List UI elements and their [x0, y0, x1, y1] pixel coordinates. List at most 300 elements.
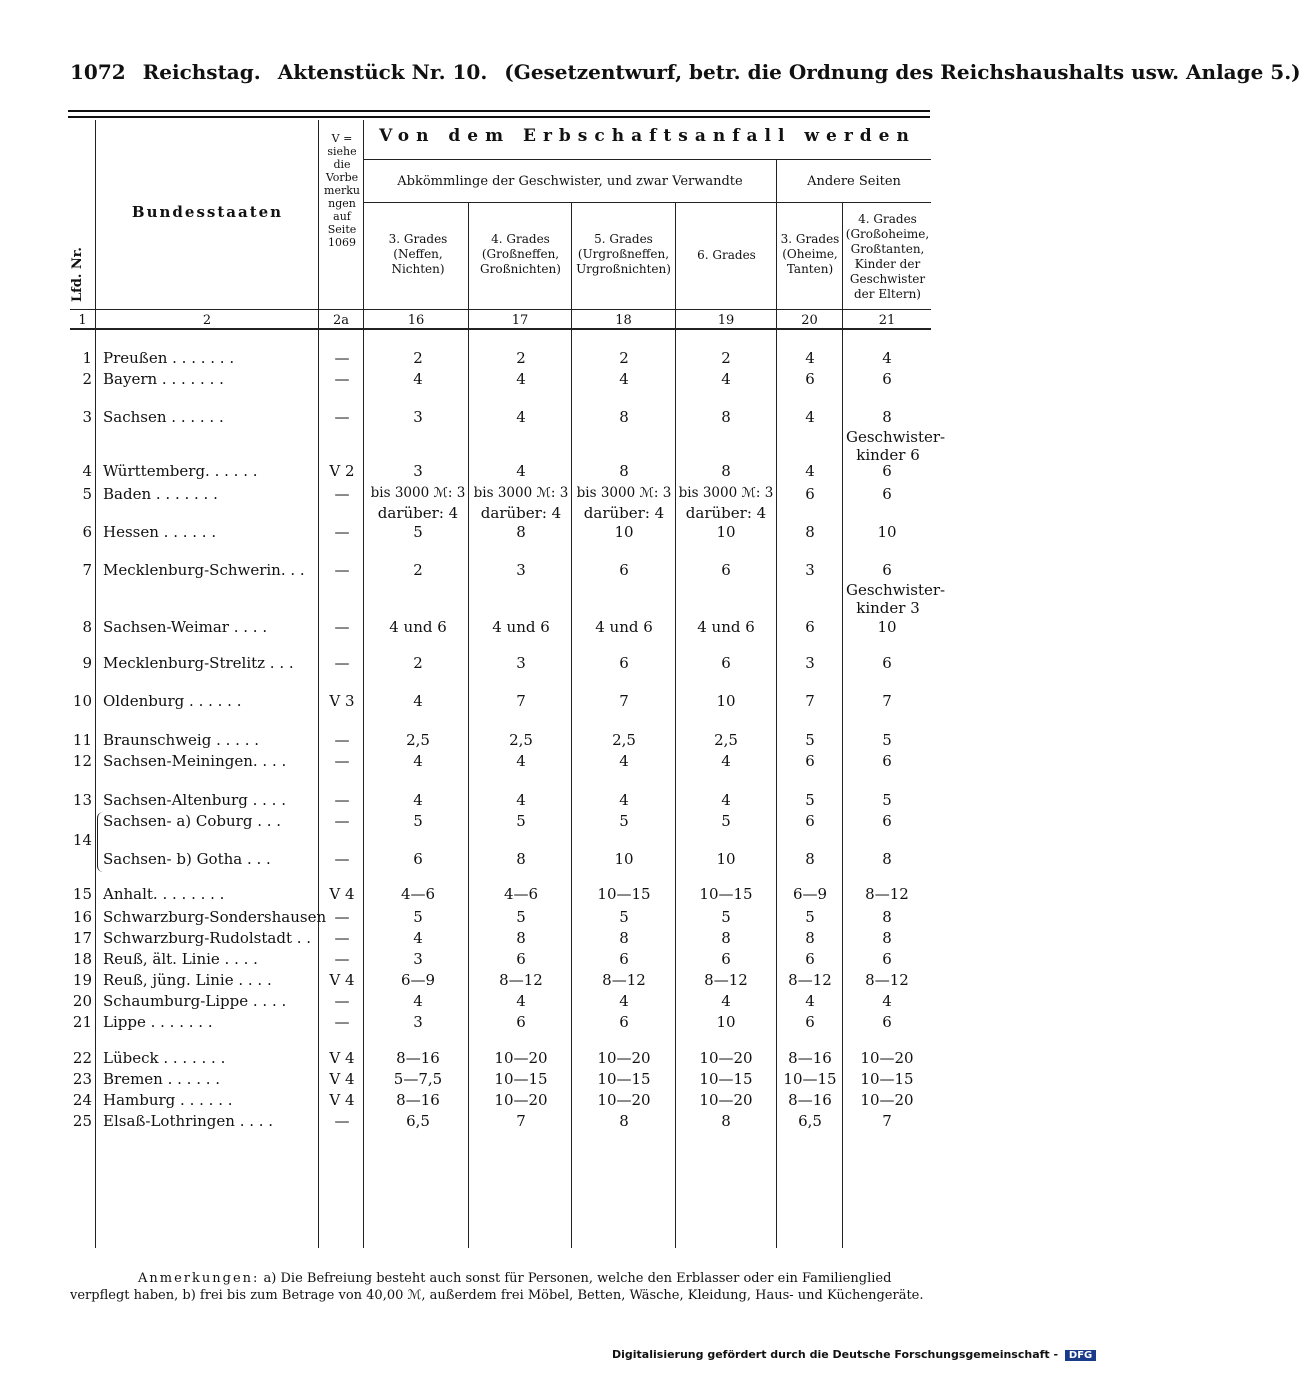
row-number: 9 — [82, 654, 92, 672]
header-subject: (Gesetzentwurf, betr. die Ordnung des Reichshaushalts usw. Anlage 5.) — [504, 60, 1301, 84]
rate-cell-19: 10—20 — [699, 1049, 753, 1067]
table-row — [0, 523, 1000, 543]
rate-cell-21: 6 — [882, 950, 892, 968]
rate-cell-16: 3 — [413, 462, 423, 480]
rate-cell-17: 4 — [516, 791, 526, 809]
rate-cell-17: 10—20 — [494, 1049, 548, 1067]
rate-cell-19: 10 — [716, 850, 736, 868]
rate-cell-16: 4 — [413, 370, 423, 388]
table-row — [0, 752, 1000, 772]
rate-cell-17: 6 — [516, 1013, 526, 1031]
row-number: 21 — [72, 1013, 92, 1031]
table-row — [0, 1091, 1000, 1111]
col-21-sublabel: (Großoheime, Großtanten, Kinder der Geschwister der Eltern) — [845, 227, 930, 301]
state-name: Mecklenburg-Schwerin. . . — [103, 561, 305, 579]
rate-cell-17: bis 3000 ℳ: 3 — [473, 485, 569, 501]
v-remark: — — [334, 850, 350, 868]
row-number: 8 — [82, 618, 92, 636]
row-number: 23 — [72, 1070, 92, 1088]
v-remark: — — [334, 908, 350, 926]
rate-cell-second-line: darüber: 4 — [583, 504, 665, 522]
footnotes — [70, 1270, 932, 1304]
rate-cell-21: 10—20 — [860, 1049, 914, 1067]
rate-cell-19: 6 — [721, 950, 731, 968]
rate-cell-18: 5 — [619, 812, 629, 830]
state-name: Sachsen . . . . . . — [103, 408, 224, 426]
rate-cell-16: 2 — [413, 561, 423, 579]
col-18-header — [573, 232, 674, 277]
col-21-label: 4. Grades — [858, 212, 917, 226]
row-number: 14 — [72, 831, 92, 849]
footnotes-text: a) Die Befreiung besteht auch sonst für Personen, welche den Erblasser oder ein Familienglied verpflegt haben, b) frei bis zum Betrage von 40,00 ℳ, außerdem frei Möbel, Betten, Wäsche, Kleidung, Haus- und Küchengeräte. — [70, 1271, 924, 1303]
rate-cell-16: 3 — [413, 950, 423, 968]
rate-cell-20: 8 — [805, 850, 815, 868]
rate-cell-second-line: darüber: 4 — [377, 504, 459, 522]
col-21-header — [844, 212, 931, 302]
v-remark: V 4 — [329, 1070, 355, 1088]
rate-cell-17: 5 — [516, 812, 526, 830]
table-row — [0, 831, 1000, 851]
row-number: 16 — [72, 908, 92, 926]
rate-cell-16: 6,5 — [406, 1112, 430, 1130]
row-number: 5 — [82, 485, 92, 503]
table-row — [0, 812, 1000, 832]
rate-cell-17: 4—6 — [503, 885, 539, 903]
rate-cell-16: 4 und 6 — [389, 618, 447, 636]
rate-cell-18: 8—12 — [602, 971, 646, 989]
header-body: Reichstag. — [142, 60, 261, 84]
row-number: 25 — [72, 1112, 92, 1130]
rate-cell-20: 6 — [805, 618, 815, 636]
rate-cell-20: 4 — [805, 462, 815, 480]
col-17-header — [470, 232, 571, 277]
main-title: Von dem Erbschaftsanfall werden — [379, 126, 916, 146]
state-name: Schaumburg-Lippe . . . . — [103, 992, 287, 1010]
row-note-col21: Geschwister-kinder 6 — [846, 428, 946, 464]
row-number: 7 — [82, 561, 92, 579]
rate-cell-20: 8—16 — [788, 1091, 832, 1109]
rate-cell-18: 10—15 — [597, 1070, 651, 1088]
col-20-sublabel: (Oheime, Tanten) — [782, 247, 838, 276]
rate-cell-19: 10—20 — [699, 1091, 753, 1109]
rate-cell-18: 4 — [619, 370, 629, 388]
rate-cell-16: 2,5 — [406, 731, 430, 749]
rate-cell-20: 3 — [805, 561, 815, 579]
rate-cell-16: 2 — [413, 654, 423, 672]
dfg-logo: DFG — [1065, 1350, 1096, 1361]
rate-cell-17: 8 — [516, 929, 526, 947]
rate-cell-20: 10—15 — [783, 1070, 837, 1088]
rate-cell-17: 8 — [516, 523, 526, 541]
rate-cell-20: 3 — [805, 654, 815, 672]
rate-cell-19: 2 — [721, 349, 731, 367]
rate-cell-19: 8—12 — [704, 971, 748, 989]
rate-cell-18: 10 — [614, 850, 634, 868]
rate-cell-16: 6—9 — [400, 971, 436, 989]
rule-below-colnums — [70, 328, 931, 330]
rate-cell-21: 5 — [882, 731, 892, 749]
rate-cell-17: 4 — [516, 408, 526, 426]
rate-cell-17: 5 — [516, 908, 526, 926]
rate-cell-21: 6 — [882, 812, 892, 830]
group-header-descendants: Abkömmlinge der Geschwister, und zwar Verwandte — [397, 174, 743, 189]
rate-cell-16: 5 — [413, 812, 423, 830]
rate-cell-18: 10—20 — [597, 1049, 651, 1067]
v-header: V = siehe die Vorbemerkungen auf Seite 1069 — [324, 132, 360, 249]
rate-cell-20: 5 — [805, 731, 815, 749]
table-row — [0, 462, 1000, 482]
rate-cell-16: 6 — [413, 850, 423, 868]
table-row — [0, 561, 1000, 617]
rate-cell-20: 4 — [805, 349, 815, 367]
state-name: Württemberg. . . . . . — [103, 462, 258, 480]
rate-cell-21: 6 — [882, 752, 892, 770]
rate-cell-16: 4 — [413, 692, 423, 710]
rate-cell-18: 10—20 — [597, 1091, 651, 1109]
rate-cell-20: 6 — [805, 950, 815, 968]
header-rule-bottom — [68, 116, 930, 118]
rate-cell-18: 8 — [619, 929, 629, 947]
v-remark: V 4 — [329, 1091, 355, 1109]
rate-cell-18: 10 — [614, 523, 634, 541]
table-row — [0, 1049, 1000, 1069]
rate-cell-16: 3 — [413, 408, 423, 426]
rate-cell-21: 8—12 — [865, 885, 909, 903]
rate-cell-17: 10—15 — [494, 1070, 548, 1088]
rate-cell-19: 4 — [721, 992, 731, 1010]
rate-cell-18: 6 — [619, 654, 629, 672]
state-name: Braunschweig . . . . . — [103, 731, 260, 749]
rate-cell-20: 5 — [805, 908, 815, 926]
header-rule-top — [68, 110, 930, 112]
rate-cell-18: 10—15 — [597, 885, 651, 903]
colnum-19: 19 — [717, 313, 735, 328]
rate-cell-19: 10 — [716, 1013, 736, 1031]
rate-cell-19: 5 — [721, 908, 731, 926]
rate-cell-20: 5 — [805, 791, 815, 809]
rate-cell-20: 6 — [805, 752, 815, 770]
rate-cell-19: 4 — [721, 370, 731, 388]
colnum-20: 20 — [801, 313, 818, 328]
rate-cell-21: 10—20 — [860, 1091, 914, 1109]
state-name: Lübeck . . . . . . . — [103, 1049, 226, 1067]
rate-cell-17: 7 — [516, 692, 526, 710]
col-18-label: 5. Grades — [594, 232, 653, 246]
v-remark: V 4 — [329, 1049, 355, 1067]
v-remark: — — [334, 950, 350, 968]
footer-text: Digitalisierung gefördert durch die Deutsche Forschungsgemeinschaft - — [612, 1348, 1059, 1361]
rate-cell-16: 4 — [413, 992, 423, 1010]
colnum-2a: 2a — [332, 313, 350, 328]
page-number: 1072 — [70, 60, 126, 84]
row-number: 3 — [82, 408, 92, 426]
state-name: Bremen . . . . . . — [103, 1070, 221, 1088]
rate-cell-16: 4 — [413, 752, 423, 770]
v-remark: — — [334, 618, 350, 636]
v-remark: — — [334, 654, 350, 672]
rate-cell-19: 4 — [721, 791, 731, 809]
rate-cell-19: 6 — [721, 654, 731, 672]
v-remark: — — [334, 752, 350, 770]
colnum-1: 1 — [78, 313, 87, 328]
v-remark: V 3 — [329, 692, 355, 710]
row-number: 2 — [82, 370, 92, 388]
v-remark: — — [334, 370, 350, 388]
col-19-label: 6. Grades — [697, 248, 756, 262]
state-name: Mecklenburg-Strelitz . . . — [103, 654, 294, 672]
table-row — [0, 971, 1000, 991]
row-number: 22 — [72, 1049, 92, 1067]
v-remark: V 4 — [329, 885, 355, 903]
rate-cell-17: 8 — [516, 850, 526, 868]
rate-cell-21: 8 — [882, 908, 892, 926]
row-14-bracket — [97, 812, 104, 872]
v-remark: V 4 — [329, 971, 355, 989]
colnum-16: 16 — [407, 313, 425, 328]
rate-cell-18: 4 und 6 — [595, 618, 653, 636]
state-header: Bundesstaaten — [131, 203, 284, 221]
table-row — [0, 908, 1000, 928]
table-row — [0, 485, 1000, 522]
state-name: Schwarzburg-Sondershausen — [103, 908, 327, 926]
state-name: Sachsen- a) Coburg . . . — [103, 812, 282, 830]
rate-cell-21: 6 — [882, 485, 892, 503]
row-number: 12 — [72, 752, 92, 770]
rate-cell-21: 7 — [882, 1112, 892, 1130]
v-remark: — — [334, 349, 350, 367]
row-number: 24 — [72, 1091, 92, 1109]
rate-cell-second-line: darüber: 4 — [685, 504, 767, 522]
rate-cell-18: bis 3000 ℳ: 3 — [576, 485, 672, 501]
colnum-2: 2 — [202, 313, 212, 328]
state-name: Lippe . . . . . . . — [103, 1013, 213, 1031]
rate-cell-17: 4 — [516, 462, 526, 480]
rate-cell-17: 4 — [516, 752, 526, 770]
rate-cell-18: 8 — [619, 1112, 629, 1130]
table-row — [0, 618, 1000, 638]
row-number: 10 — [72, 692, 92, 710]
rate-cell-18: 2 — [619, 349, 629, 367]
rate-cell-17: 6 — [516, 950, 526, 968]
row-note-col21: Geschwister-kinder 3 — [846, 581, 946, 617]
rate-cell-19: 5 — [721, 812, 731, 830]
row-number: 1 — [82, 349, 92, 367]
v-remark: — — [334, 929, 350, 947]
rate-cell-19: 8 — [721, 462, 731, 480]
table-row — [0, 408, 1000, 464]
rule-under-groups — [363, 202, 931, 203]
rate-cell-21: 7 — [882, 692, 892, 710]
col-19-header — [677, 248, 776, 263]
rule-above-colnums — [70, 309, 931, 310]
rate-cell-16: 8—16 — [396, 1091, 440, 1109]
v-remark: — — [334, 1112, 350, 1130]
rate-cell-17: 10—20 — [494, 1091, 548, 1109]
state-name: Sachsen-Meiningen. . . . — [103, 752, 287, 770]
state-name: Sachsen-Altenburg . . . . — [103, 791, 286, 809]
state-name: Sachsen- b) Gotha . . . — [103, 850, 271, 868]
rate-cell-16: 4 — [413, 791, 423, 809]
table-row — [0, 1013, 1000, 1033]
v-remark: — — [334, 523, 350, 541]
row-number: 13 — [72, 791, 92, 809]
rate-cell-21: 6 — [882, 370, 892, 388]
rate-cell-21: 8 — [882, 850, 892, 868]
rate-cell-17: 4 — [516, 370, 526, 388]
v-remark: — — [334, 1013, 350, 1031]
col-16-label: 3. Grades — [388, 232, 448, 246]
rate-cell-16: 4—6 — [400, 885, 436, 903]
rate-cell-18: 6 — [619, 1013, 629, 1031]
v-remark: — — [334, 408, 350, 426]
rate-cell-19: 6 — [721, 561, 731, 579]
rate-cell-17: 2 — [516, 349, 526, 367]
rate-cell-20: 6—9 — [792, 885, 828, 903]
rate-cell-19: 8 — [721, 1112, 731, 1130]
rate-cell-19: 10 — [716, 692, 736, 710]
rate-cell-18: 7 — [619, 692, 629, 710]
rate-cell-16: bis 3000 ℳ: 3 — [370, 485, 466, 501]
rate-cell-21: 10—15 — [860, 1070, 914, 1088]
row-number: 18 — [72, 950, 92, 968]
rate-cell-19: 10—15 — [699, 1070, 753, 1088]
state-name: Hamburg . . . . . . — [103, 1091, 233, 1109]
footnotes-label: Anmerkungen: — [138, 1271, 260, 1286]
row-number: 17 — [72, 929, 92, 947]
table-row — [0, 992, 1000, 1012]
rate-cell-18: 4 — [619, 992, 629, 1010]
state-name: Bayern . . . . . . . — [103, 370, 224, 388]
v-remark: — — [334, 485, 350, 503]
rule-under-title — [363, 159, 931, 160]
rate-cell-21: 8 — [882, 929, 892, 947]
rate-cell-18: 8 — [619, 462, 629, 480]
digitization-footer — [612, 1348, 1096, 1361]
rate-cell-16: 4 — [413, 929, 423, 947]
col-17-sublabel: (Großneffen, Großnichten) — [480, 247, 561, 276]
state-name: Preußen . . . . . . . — [103, 349, 235, 367]
rate-cell-19: 8 — [721, 929, 731, 947]
col-18-sublabel: (Urgroßneffen, Urgroßnichten) — [576, 247, 671, 276]
rate-cell-18: 6 — [619, 561, 629, 579]
rate-cell-20: 6 — [805, 812, 815, 830]
state-name: Sachsen-Weimar . . . . — [103, 618, 268, 636]
rate-cell-21: 6 — [882, 561, 892, 579]
rate-cell-16: 3 — [413, 1013, 423, 1031]
v-remark: — — [334, 812, 350, 830]
rate-cell-20: 8—16 — [788, 1049, 832, 1067]
rate-cell-21: 8—12 — [865, 971, 909, 989]
rate-cell-19: 8 — [721, 408, 731, 426]
rate-cell-17: 8—12 — [499, 971, 543, 989]
state-name: Hessen . . . . . . — [103, 523, 217, 541]
rate-cell-21: 6 — [882, 462, 892, 480]
rate-cell-20: 8 — [805, 523, 815, 541]
state-name: Reuß, jüng. Linie . . . . — [103, 971, 272, 989]
row-number: 19 — [72, 971, 92, 989]
colnum-18: 18 — [615, 313, 632, 328]
table-row — [0, 370, 1000, 390]
rate-cell-18: 4 — [619, 752, 629, 770]
rate-cell-20: 8—12 — [788, 971, 832, 989]
rate-cell-20: 6 — [805, 485, 815, 503]
rate-cell-16: 5 — [413, 523, 423, 541]
header-doc: Aktenstück Nr. 10. — [277, 60, 488, 84]
v-remark: — — [334, 992, 350, 1010]
rate-cell-20: 4 — [805, 408, 815, 426]
state-name: Baden . . . . . . . — [103, 485, 218, 503]
col-16-sublabel: (Neffen, Nichten) — [391, 247, 445, 276]
v-remark: — — [334, 561, 350, 579]
rate-cell-20: 8 — [805, 929, 815, 947]
rate-cell-20: 7 — [805, 692, 815, 710]
table-row — [0, 950, 1000, 970]
row-number: 4 — [82, 462, 92, 480]
rate-cell-19: 4 — [721, 752, 731, 770]
rate-cell-18: 6 — [619, 950, 629, 968]
table-row — [0, 654, 1000, 674]
col-20-label: 3. Grades — [780, 232, 840, 246]
rate-cell-18: 8 — [619, 408, 629, 426]
rate-cell-21: 6 — [882, 1013, 892, 1031]
rate-cell-19: 4 und 6 — [697, 618, 755, 636]
row-number: 11 — [72, 731, 92, 749]
lfd-nr-header: Lfd. Nr. — [70, 247, 85, 303]
rate-cell-16: 8—16 — [396, 1049, 440, 1067]
group-header-other: Andere Seiten — [807, 174, 901, 189]
row-number: 6 — [82, 523, 92, 541]
row-number: 15 — [72, 885, 92, 903]
col-20-header — [778, 232, 842, 277]
rate-cell-19: bis 3000 ℳ: 3 — [678, 485, 774, 501]
rate-cell-21: 4 — [882, 992, 892, 1010]
state-name: Reuß, ält. Linie . . . . — [103, 950, 258, 968]
rate-cell-21: 5 — [882, 791, 892, 809]
rate-cell-20: 4 — [805, 992, 815, 1010]
rate-cell-16: 5—7,5 — [393, 1070, 443, 1088]
v-remark: V 2 — [329, 462, 355, 480]
rate-cell-20: 6 — [805, 370, 815, 388]
rate-cell-19: 10 — [716, 523, 736, 541]
state-name: Schwarzburg-Rudolstadt . . — [103, 929, 312, 947]
state-name: Elsaß-Lothringen . . . . — [103, 1112, 274, 1130]
col-17-label: 4. Grades — [491, 232, 550, 246]
table-row — [0, 885, 1000, 905]
rate-cell-21: 10 — [877, 618, 897, 636]
colnum-21: 21 — [878, 313, 896, 328]
rate-cell-17: 7 — [516, 1112, 526, 1130]
table-row — [0, 929, 1000, 949]
rate-cell-16: 5 — [413, 908, 423, 926]
rate-cell-21: 4 — [882, 349, 892, 367]
page-header — [70, 60, 1301, 88]
rate-cell-20: 6,5 — [798, 1112, 822, 1130]
rate-cell-21: 6 — [882, 654, 892, 672]
rate-cell-21: 10 — [877, 523, 897, 541]
v-remark: — — [334, 731, 350, 749]
rate-cell-21: 8 — [882, 408, 892, 426]
col-16-header — [368, 232, 468, 277]
rate-cell-20: 6 — [805, 1013, 815, 1031]
table-row — [0, 349, 1000, 369]
rate-cell-18: 4 — [619, 791, 629, 809]
rate-cell-17: 4 — [516, 992, 526, 1010]
table-row — [0, 850, 1000, 870]
rate-cell-19: 10—15 — [699, 885, 753, 903]
rate-cell-17: 3 — [516, 561, 526, 579]
table-row — [0, 692, 1000, 712]
rate-cell-17: 4 und 6 — [492, 618, 550, 636]
